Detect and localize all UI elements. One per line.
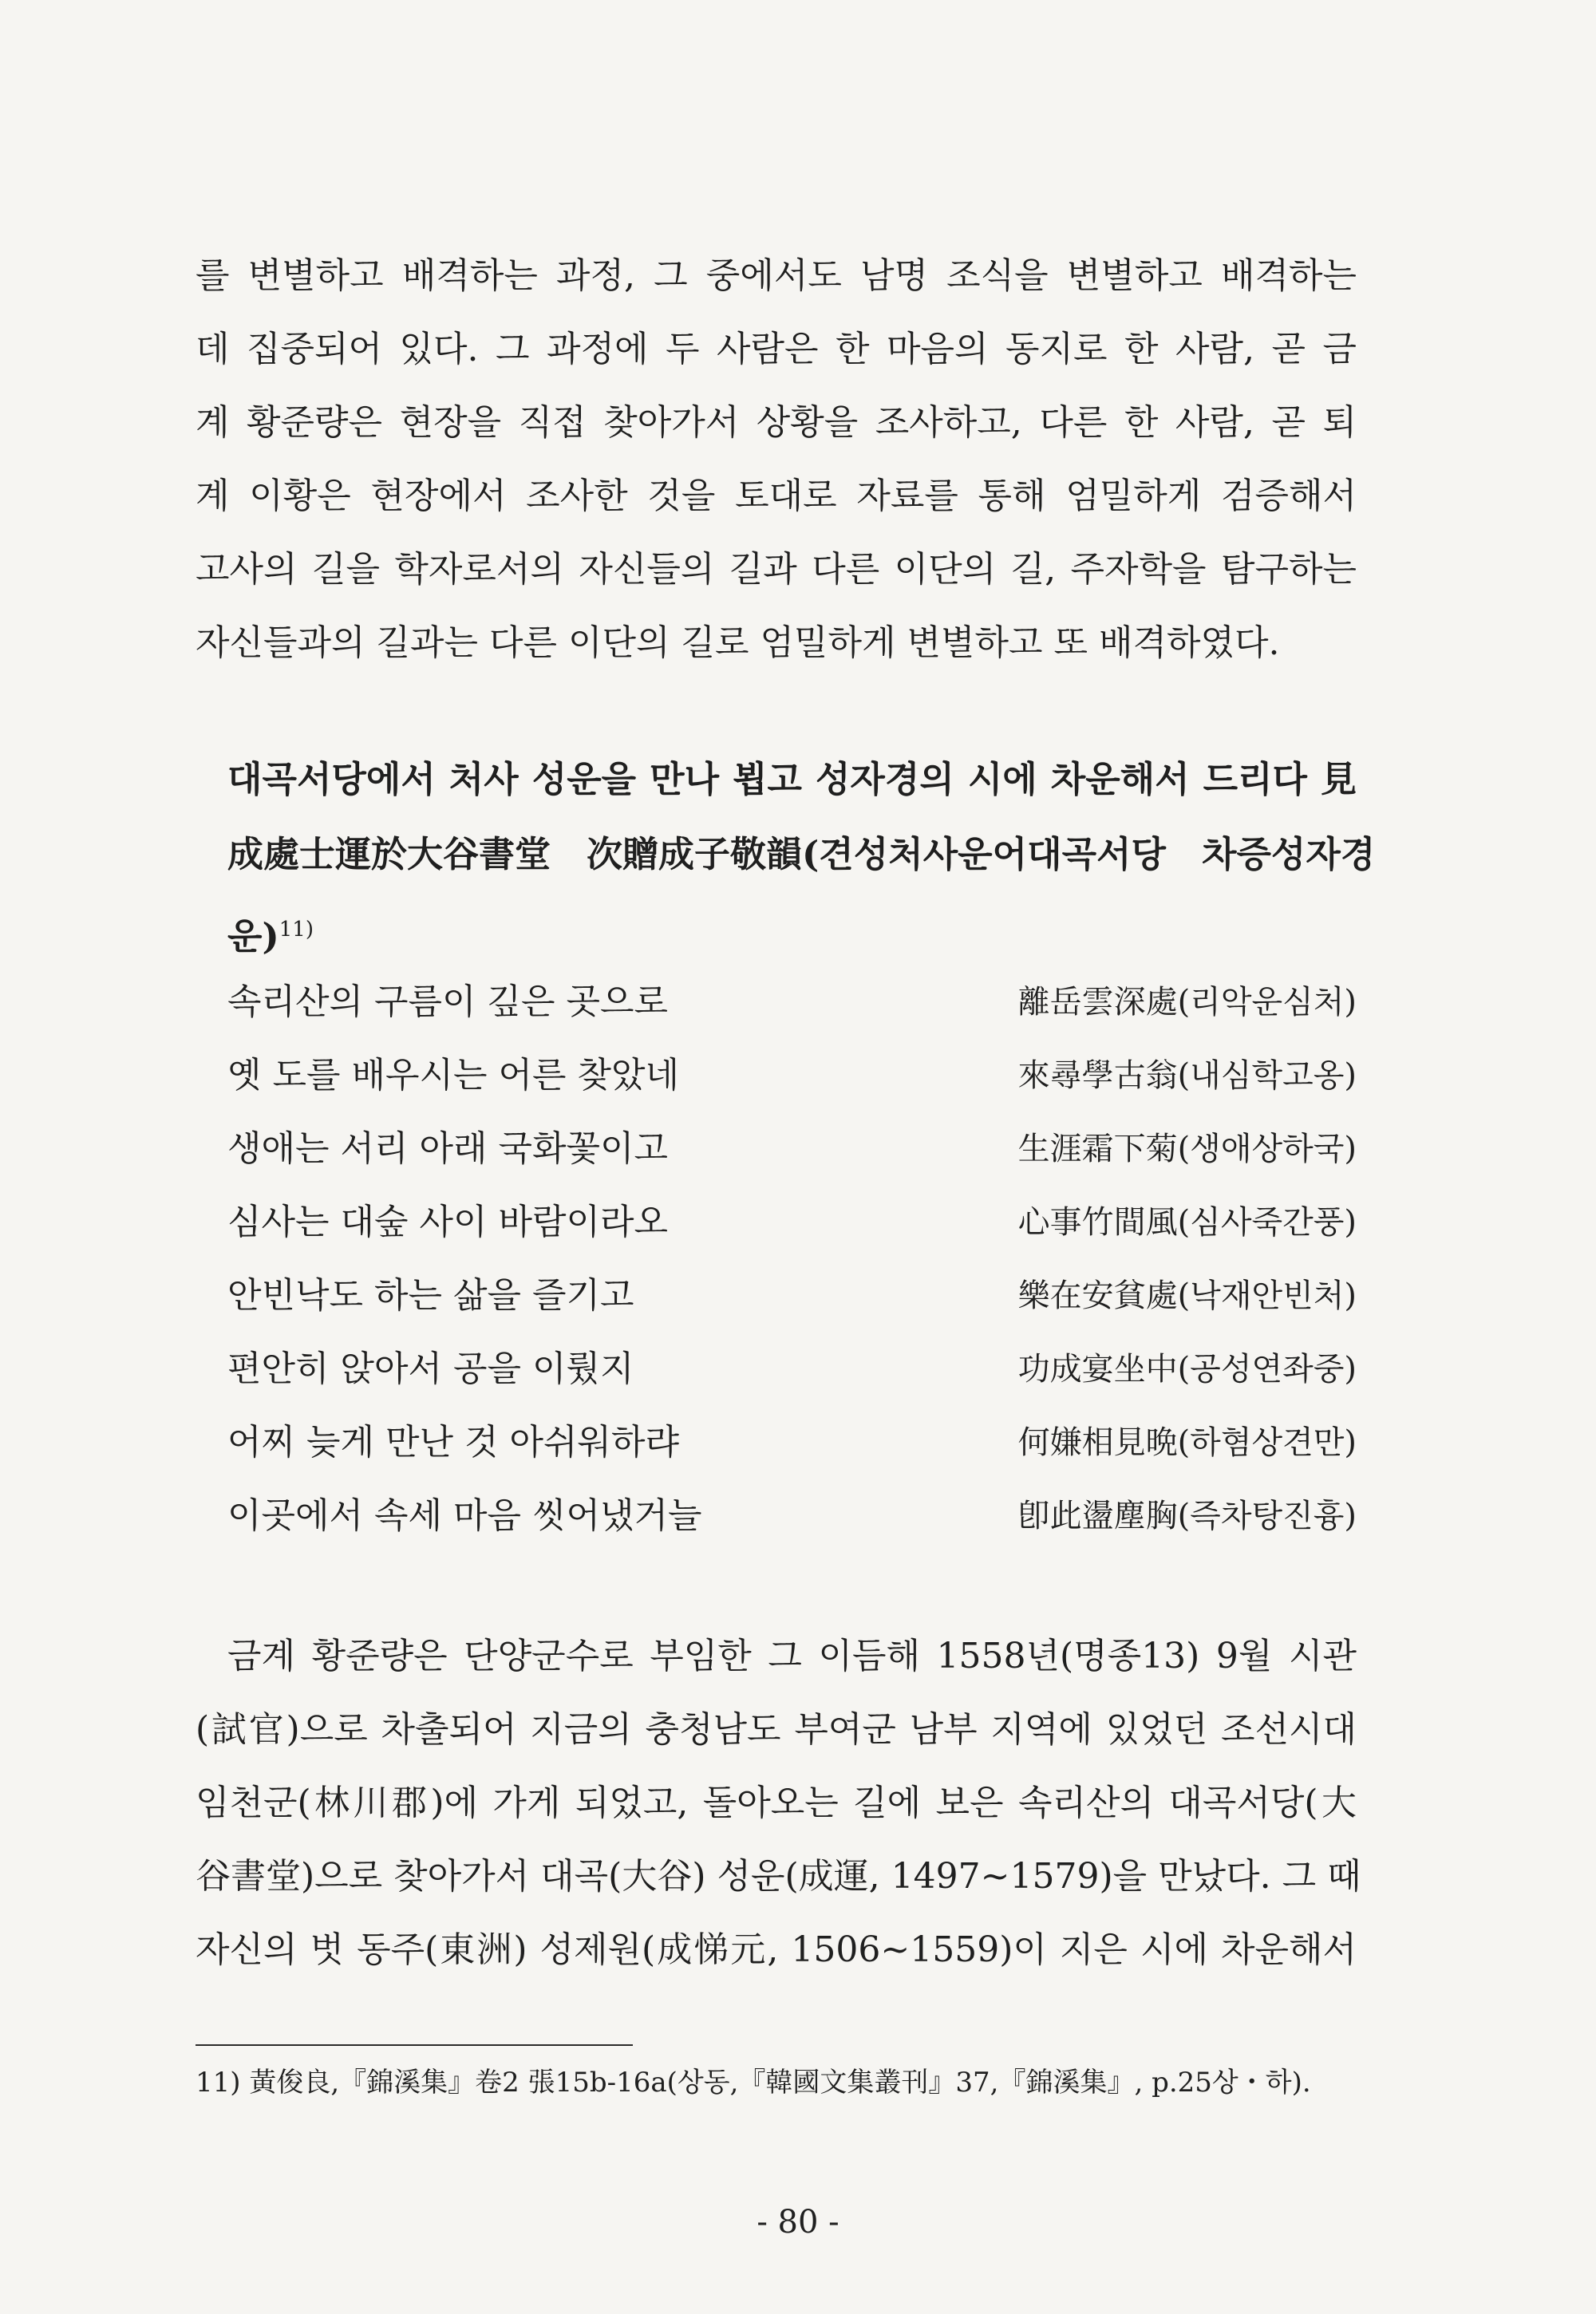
poem-korean: 생애는 서리 아래 국화꽃이고 (227, 1128, 669, 1169)
poem-hanja: 來尋學古翁(내심학고옹) (1017, 1057, 1357, 1094)
paragraph-line: 데 집중되어 있다. 그 과정에 두 사람은 한 마음의 동지로 한 사람, 곧 금 (196, 329, 1357, 369)
poem-hanja: 生涯霜下菊(생애상하국) (1017, 1131, 1357, 1167)
paragraph-line: 계 이황은 현장에서 조사한 것을 토대로 자료를 통해 엄밀하게 검증해서 (196, 476, 1357, 516)
paragraph-line: 자신의 벗 동주(東洲) 성제원(成悌元, 1506~1559)이 지은 시에 차운해서 (196, 1929, 1357, 1970)
paragraph-line: 계 황준량은 현장을 직접 찾아가서 상황을 조사하고, 다른 한 사람, 곧 퇴 (196, 402, 1357, 443)
poem-title-line (227, 892, 1357, 974)
footnote-divider (196, 2044, 633, 2046)
paragraph-line: (試官)으로 차출되어 지금의 충청남도 부여군 남부 지역에 있었던 조선시대 (196, 1709, 1357, 1750)
footnote-reference[interactable]: 11) (279, 918, 314, 942)
paragraph-line: 고사의 길을 학자로서의 자신들의 길과 다른 이단의 길, 주자학을 탐구하는 (196, 549, 1357, 590)
poem-line (227, 1039, 1357, 1112)
poem-korean: 심사는 대숲 사이 바람이라오 (227, 1202, 669, 1242)
poem-korean: 속리산의 구름이 깊은 곳으로 (227, 981, 669, 1022)
poem-korean: 편안히 앉아서 공을 이뤘지 (227, 1349, 634, 1389)
poem-korean: 이곳에서 속세 마음 씻어냈거늘 (227, 1495, 702, 1536)
poem-hanja: 何嫌相見晩(하혐상견만) (1017, 1424, 1357, 1461)
poem-korean: 안빈낙도 하는 삶을 즐기고 (227, 1275, 634, 1316)
poem-title (227, 742, 1376, 974)
poem-hanja: 樂在安貧處(낙재안빈처) (1017, 1277, 1357, 1314)
body-paragraph-2 (196, 1620, 1361, 1987)
poem-line (227, 1112, 1357, 1186)
paragraph-line: 임천군(林川郡)에 가게 되었고, 돌아오는 길에 보은 속리산의 대곡서당(大 (196, 1783, 1357, 1823)
poem-title-line: 대곡서당에서 처사 성운을 만나 뵙고 성자경의 시에 차운해서 드리다 見 (227, 758, 1357, 800)
poem-hanja: 離岳雲深處(리악운심처) (1017, 984, 1357, 1021)
poem-hanja: 功成宴坐中(공성연좌중) (1017, 1351, 1357, 1388)
poem-line (227, 1186, 1357, 1259)
paragraph-line: 자신들과의 길과는 다른 이단의 길로 엄밀하게 변별하고 또 배격하였다. (196, 622, 1280, 663)
paragraph-line: 를 변별하고 배격하는 과정, 그 중에서도 남명 조식을 변별하고 배격하는 (196, 255, 1357, 296)
poem-block (227, 965, 1357, 1553)
poem-korean: 어찌 늦게 만난 것 아쉬워하랴 (227, 1422, 679, 1463)
poem-line (227, 1479, 1357, 1553)
body-paragraph-1 (196, 239, 1357, 680)
poem-line (227, 965, 1357, 1039)
paragraph-line: 금계 황준량은 단양군수로 부임한 그 이듬해 1558년(명종13) 9월 시관 (227, 1636, 1357, 1676)
poem-korean: 옛 도를 배우시는 어른 찾았네 (227, 1055, 679, 1096)
paragraph-line: 谷書堂)으로 찾아가서 대곡(大谷) 성운(成運, 1497~1579)을 만났다. 그 때 (196, 1856, 1361, 1897)
poem-line (227, 1259, 1357, 1333)
poem-title-line: 成處士運於大谷書堂 次贈成子敬韻(견성처사운어대곡서당 차증성자경 (227, 833, 1376, 875)
poem-hanja: 卽此盪塵胸(즉차탕진흉) (1017, 1498, 1357, 1534)
page-number: - 80 - (757, 2204, 839, 2241)
poem-line (227, 1333, 1357, 1406)
poem-hanja: 心事竹間風(심사죽간풍) (1017, 1204, 1357, 1241)
poem-line (227, 1406, 1357, 1479)
footnote: 11) 黃俊良,『錦溪集』卷2 張15b-16a(상동,『韓國文集叢刊』37,『錦溪集』, p.25상・하). (196, 2067, 1311, 2099)
poem-title-end: 운) (227, 915, 279, 958)
